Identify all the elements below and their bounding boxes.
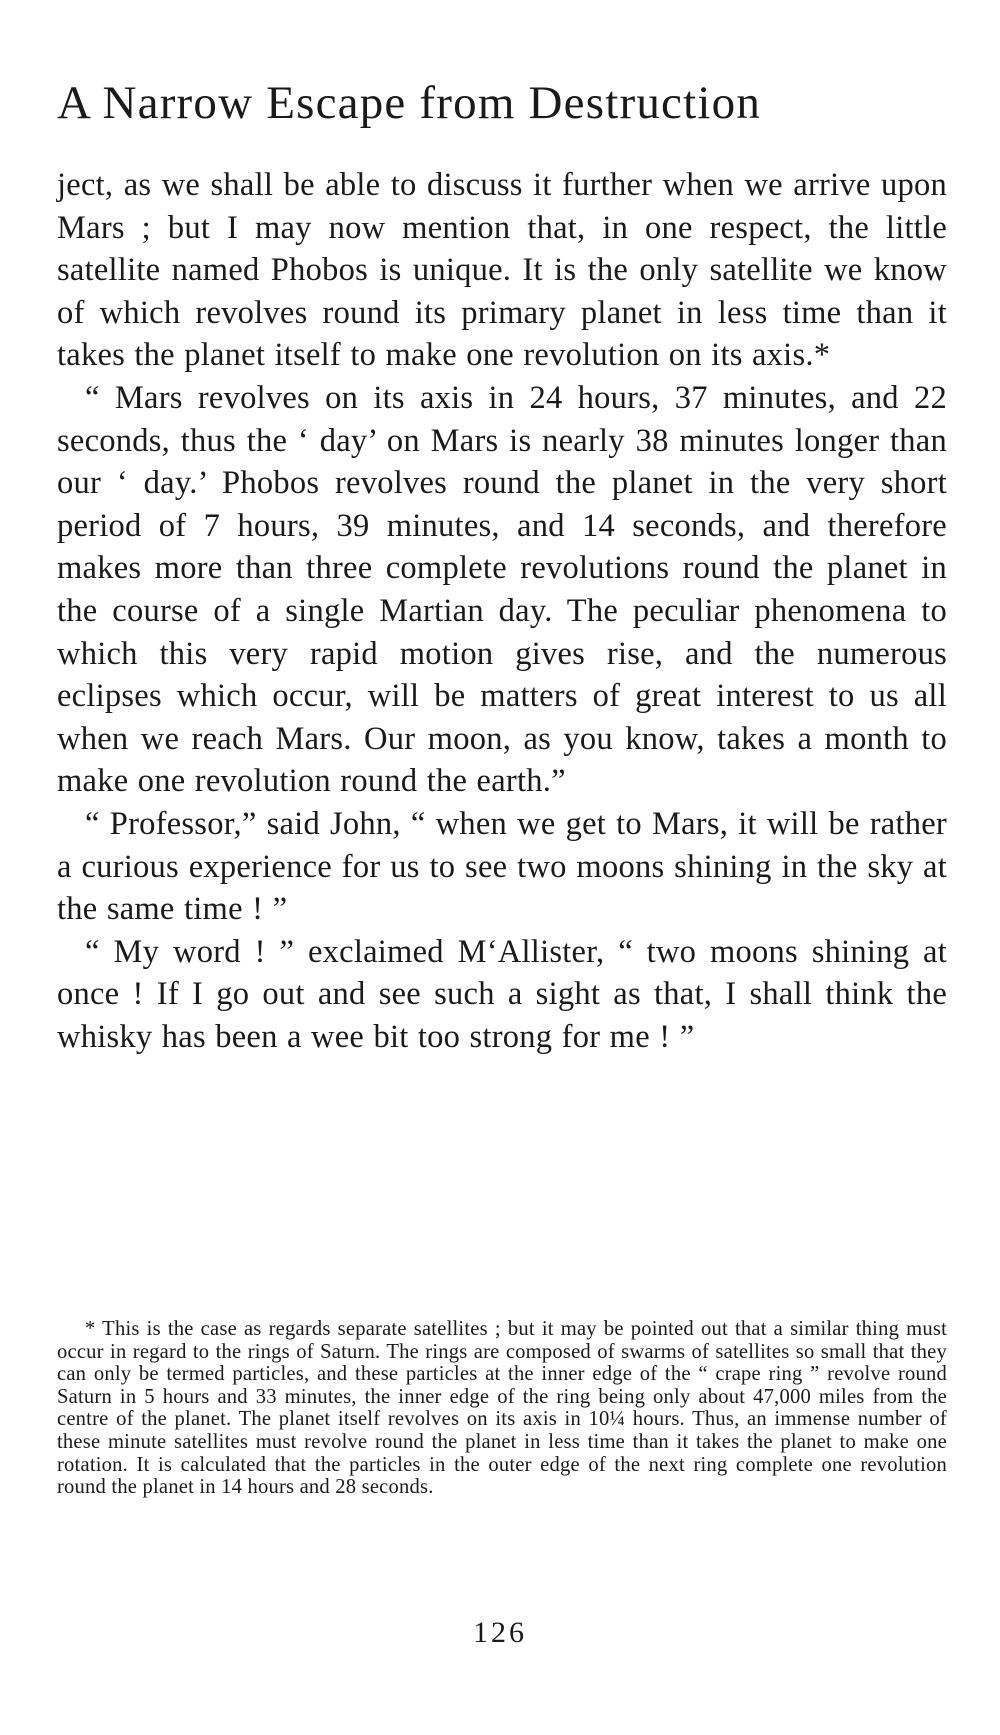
paragraph-john-question: “ Professor,” said John, “ when we get to Mars, it will be rather a curious experience for us to see two moons shining in the sky at the same time ! ” xyxy=(57,805,947,928)
footnote xyxy=(57,1318,947,1499)
body-text xyxy=(57,164,947,1058)
paragraph-mars-rotation: “ Mars revolves on its axis in 24 hours, 37 minutes, and 22 seconds, thus the ‘ day’ on Mars is nearly 38 minutes longer than our ‘ day.’ Phobos revolves round the planet in the very short period of 7 hours, 39 minutes, and 14 seconds, and therefore makes more than three complete revolutions round the planet in the course of a single Martian day. The peculiar phenomena to which this very rapid motion gives rise, and the numerous eclipses which occur, will be matters of great interest to us all when we reach Mars. Our moon, as you know, takes a month to make one revolution round the earth.” xyxy=(57,379,947,800)
footnote-text: * This is the case as regards separate satellites ; but it may be pointed out that a similar thing must occur in regard to the rings of Saturn. The rings are composed of swarms of satellites so small that they can only be termed particles, and these particles at the inner edge of the “ crape ring ” revolve round Saturn in 5 hours and 33 minutes, the inner edge of the ring being only about 47,000 miles from the centre of the planet. The planet itself revolves on its axis in 10¼ hours. Thus, an immense number of these minute satellites must revolve round the planet in less time than it takes the planet to make one rotation. It is calculated that the particles in the outer edge of the next ring complete one revolution round the planet in 14 hours and 28 seconds. xyxy=(57,1318,947,1499)
running-head: A Narrow Escape from Destruction xyxy=(57,77,762,129)
paragraph-mallister-reply: “ My word ! ” exclaimed M‘Allister, “ two moons shining at once ! If I go out and see such a sight as that, I shall think the whisky has been a wee bit too strong for me ! ” xyxy=(57,933,947,1055)
paragraph-continuation: ject, as we shall be able to discuss it further when we arrive upon Mars ; but I may now mention that, in one respect, the little satellite named Phobos is unique. It is the only satellite we know of which revolves round its primary planet in less time than it takes the planet itself to make one revolution on its axis.* xyxy=(57,167,947,374)
page-number: 126 xyxy=(473,1616,527,1649)
